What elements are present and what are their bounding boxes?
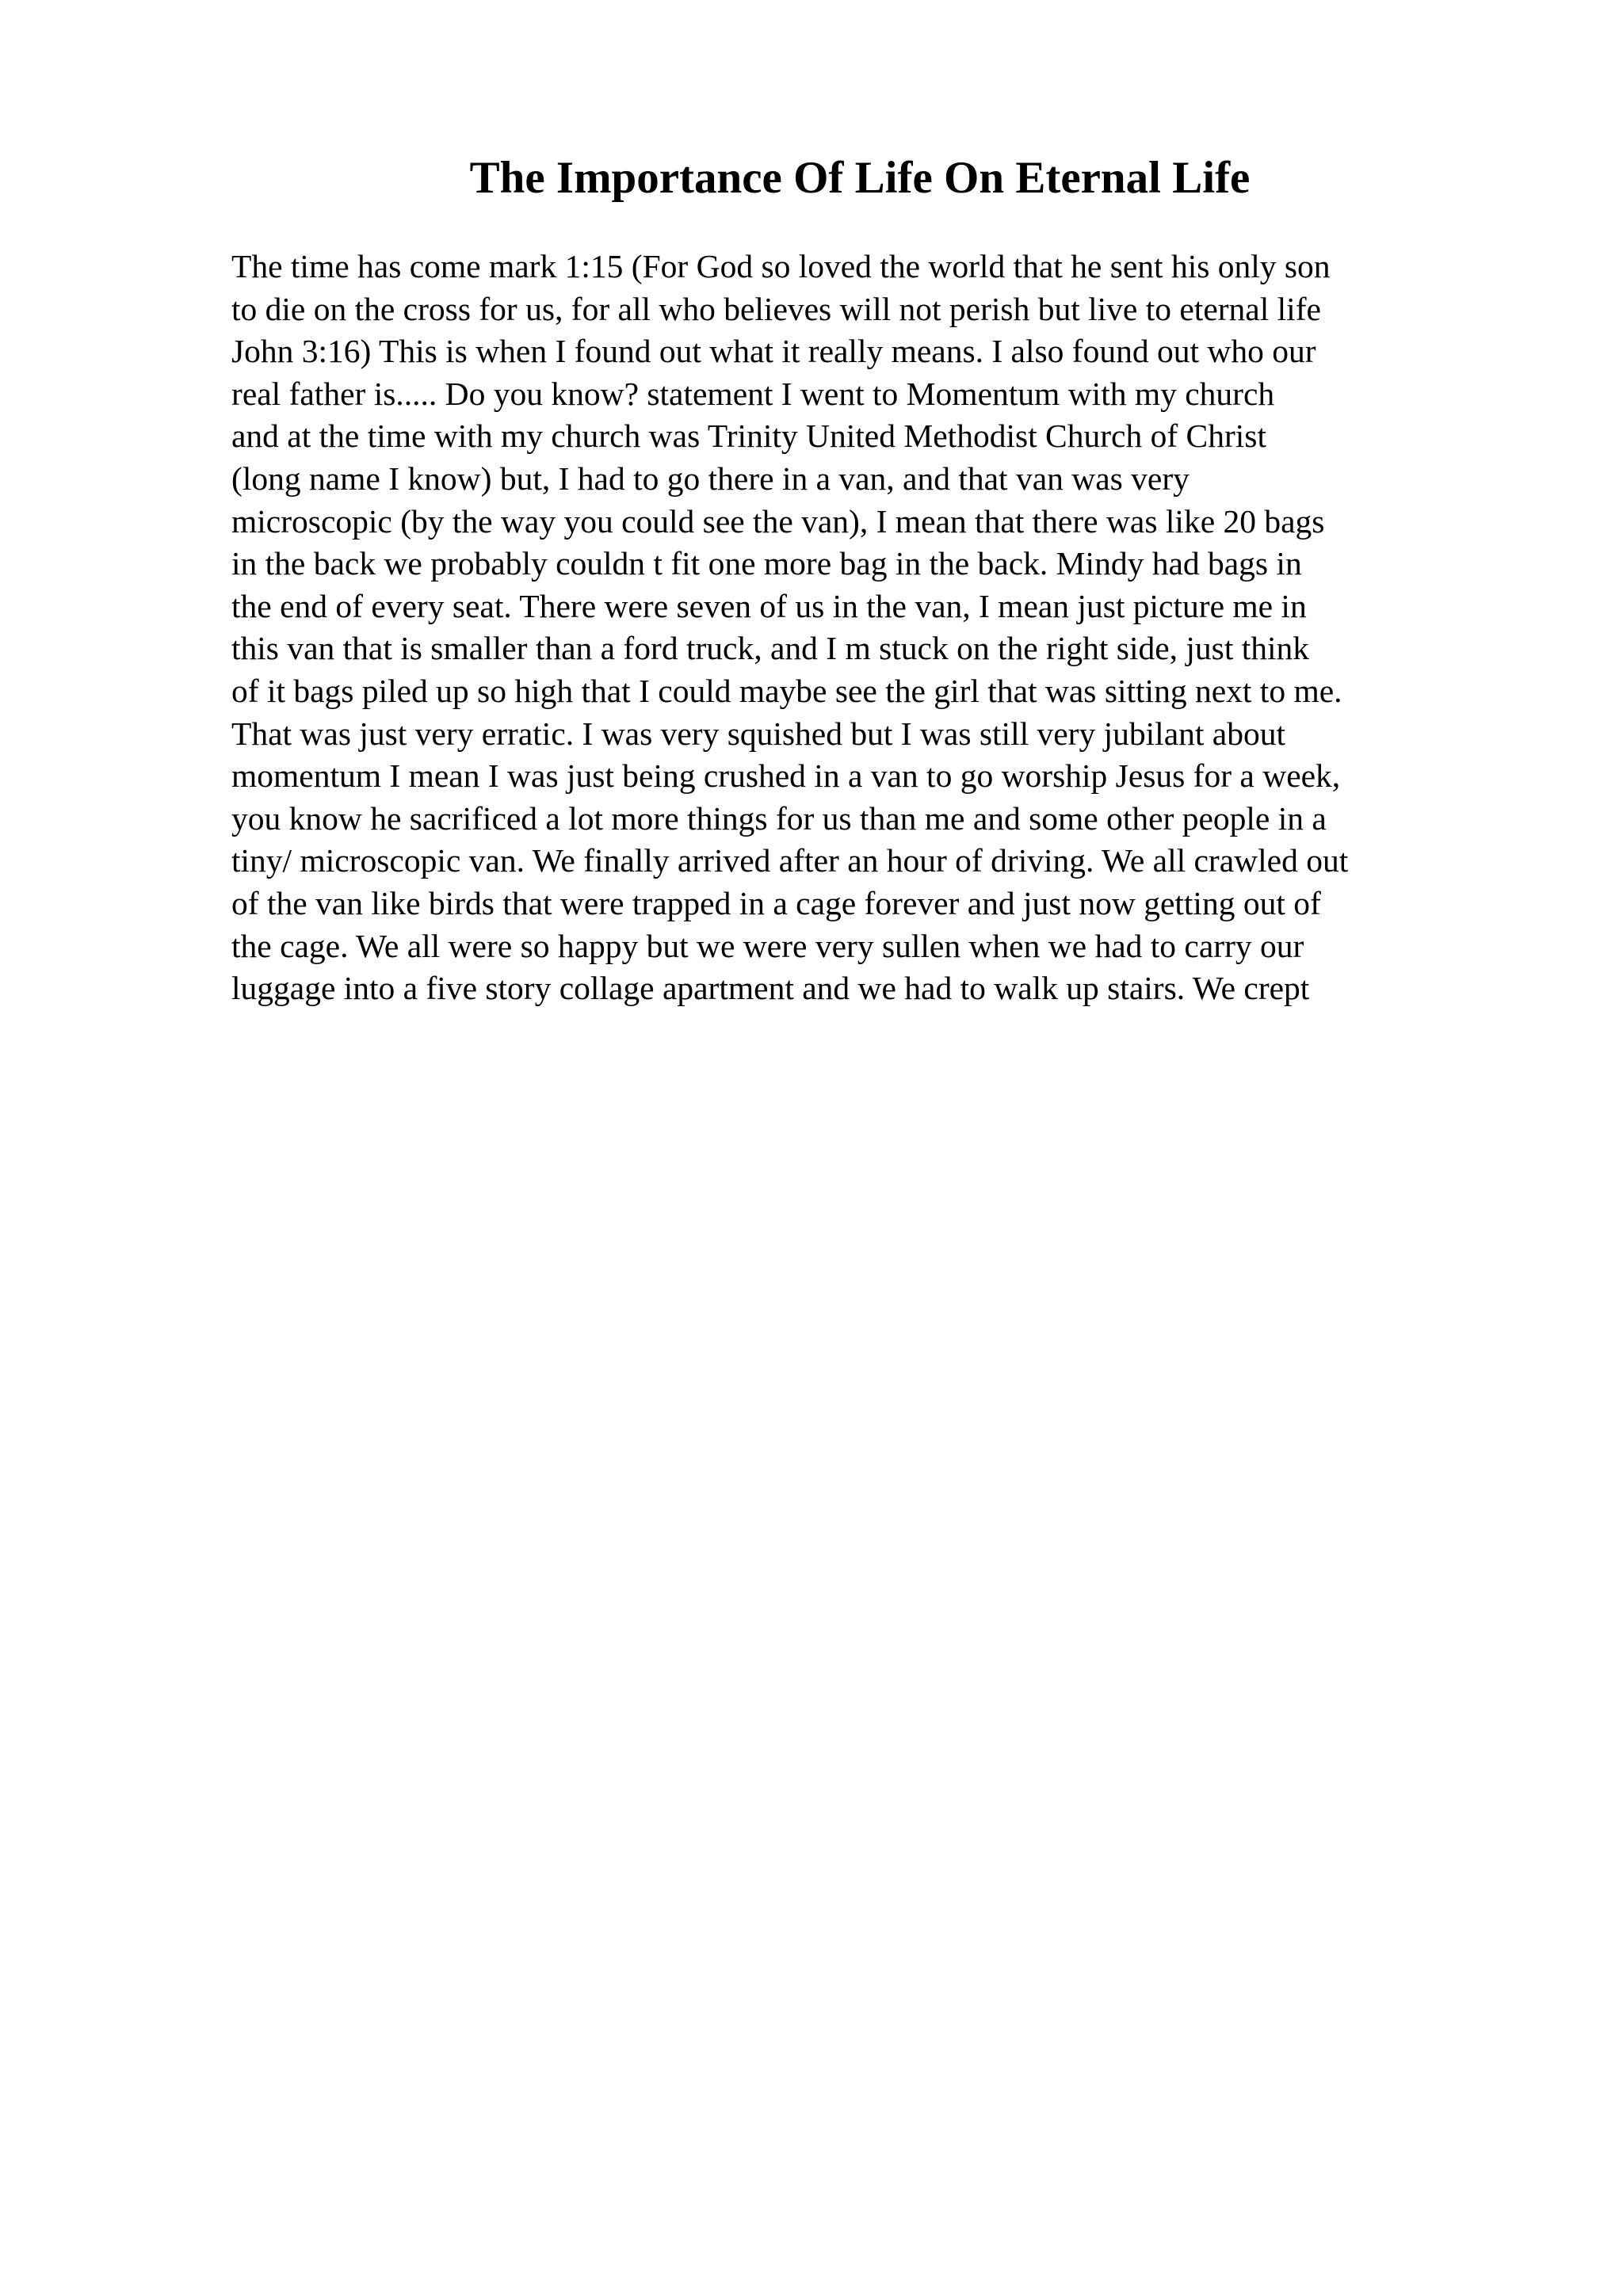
body-line: luggage into a five story collage apartment and we had to walk up stairs. We crept — [231, 970, 1310, 1007]
body-line: real father is..... Do you know? statement I went to Momentum with my church — [231, 375, 1275, 412]
body-line: tiny/ microscopic van. We finally arrived after an hour of driving. We all crawled out — [231, 842, 1349, 879]
body-line: microscopic (by the way you could see the van), I mean that there was like 20 bags — [231, 502, 1325, 540]
body-line: of the van like birds that were trapped in a cage forever and just now getting out of — [231, 884, 1321, 921]
body-line: of it bags piled up so high that I could maybe see the girl that was sitting next to me. — [231, 672, 1342, 709]
body-line: this van that is smaller than a ford truck, and I m stuck on the right side, just think — [231, 630, 1310, 667]
body-line: (long name I know) but, I had to go there in a van, and that van was very — [231, 460, 1190, 497]
body-line: The time has come mark 1:15 (For God so loved the world that he sent his only son — [231, 248, 1331, 284]
body-line: That was just very erratic. I was very squished but I was still very jubilant about — [231, 715, 1285, 752]
body-line: John 3:16) This is when I found out what it really means. I also found out who our — [231, 333, 1316, 370]
body-line: and at the time with my church was Trinity United Methodist Church of Christ — [231, 418, 1266, 455]
body-line: momentum I mean I was just being crushed in a van to go worship Jesus for a week, — [231, 757, 1341, 795]
body-line: the cage. We all were so happy but we were very sullen when we had to carry our — [231, 927, 1304, 964]
document-body — [231, 246, 1594, 1010]
body-line: you know he sacrificed a lot more things for us than me and some other people in a — [231, 799, 1327, 837]
body-line: the end of every seat. There were seven of us in the van, I mean just picture me in — [231, 587, 1307, 624]
body-line: to die on the cross for us, for all who believes will not perish but live to eternal life — [231, 290, 1321, 327]
document-title: The Importance Of Life On Eternal Life — [469, 153, 1251, 203]
body-line: in the back we probably couldn t fit one more bag in the back. Mindy had bags in — [231, 545, 1302, 582]
